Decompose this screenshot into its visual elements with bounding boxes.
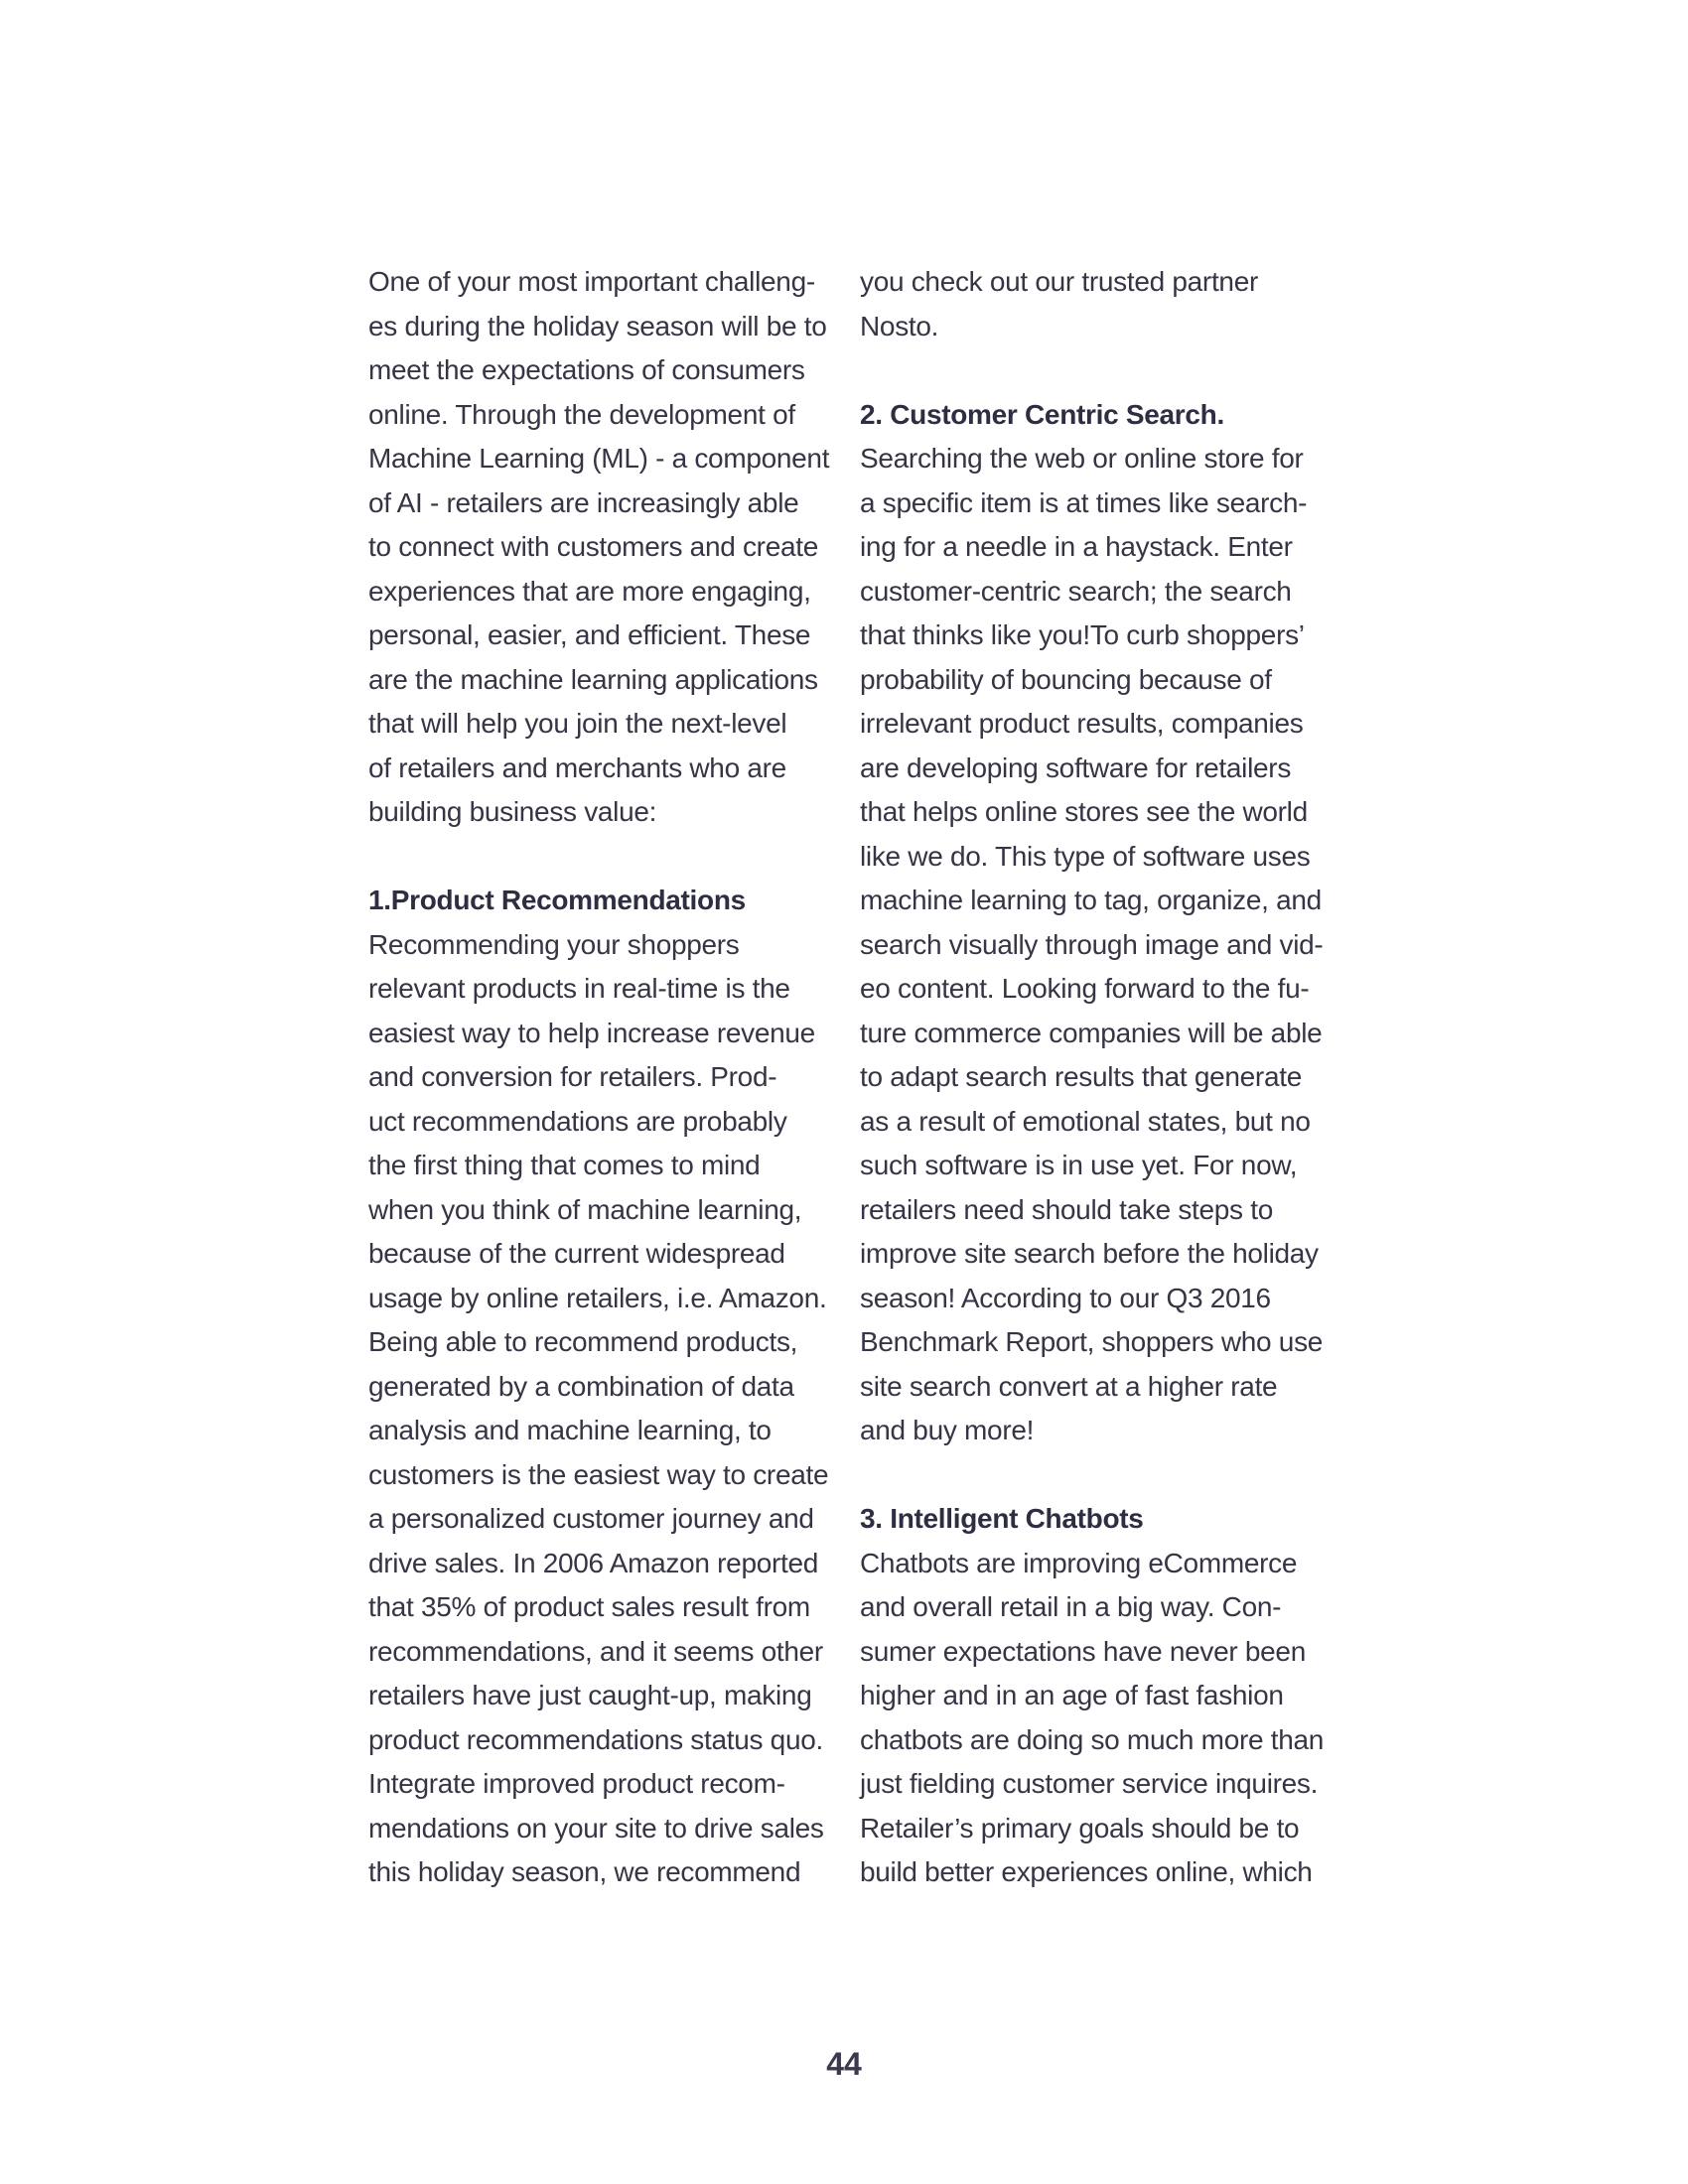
text-line: Benchmark Report, shoppers who use [860,1326,1324,1357]
text-line: product recommendations status quo. [368,1723,823,1755]
text-line: building business value: [368,796,657,827]
text-line: usage by online retailers, i.e. Amazon. [368,1282,827,1313]
text-line: analysis and machine learning, to [368,1415,772,1445]
text-line: that helps online stores see the world [860,796,1308,827]
page-number: 44 [826,2046,862,2082]
product-recommendations-paragraph [368,923,835,1895]
text-line: customer-centric search; the search [860,575,1292,607]
text-line: higher and in an age of fast fashion [860,1680,1284,1710]
text-line: that 35% of product sales result from [368,1591,810,1622]
text-line: like we do. This type of software uses [860,840,1311,872]
text-line: Being able to recommend products, [368,1326,798,1357]
text-line: Retailer’s primary goals should be to [860,1812,1300,1843]
text-line: to connect with customers and create [368,531,818,562]
text-line: improve site search before the holiday [860,1238,1319,1269]
text-line: Nosto. [860,310,939,341]
text-line: just fielding customer service inquires. [860,1768,1319,1799]
text-line: customers is the easiest way to create [368,1458,829,1490]
text-line: experiences that are more engaging, [368,575,811,607]
text-line: Integrate improved product recom- [368,1768,785,1799]
left-column [368,260,835,1895]
section-heading-product-recommendations: 1.Product Recommendations [368,885,746,915]
text-line: of retailers and merchants who are [368,751,786,783]
right-column [860,260,1327,1895]
text-line: and overall retail in a big way. Con- [860,1591,1282,1622]
text-line: One of your most important challeng- [368,266,815,297]
intro-paragraph [368,260,835,835]
section-heading-customer-centric-search: 2. Customer Centric Search. [860,398,1224,430]
text-line: machine learning to tag, organize, and [860,885,1322,915]
text-line: retailers have just caught-up, making [368,1680,812,1710]
text-line: online. Through the development of [368,398,795,430]
text-line: easiest way to help increase revenue [368,1017,815,1048]
text-line: recommendations, and it seems other [368,1635,823,1667]
text-line: chatbots are doing so much more than [860,1723,1325,1755]
text-line: generated by a combination of data [368,1370,794,1402]
text-line: are the machine learning applications [368,663,818,695]
continuation-paragraph [860,260,1327,348]
text-line: relevant products in real-time is the [368,973,790,1004]
text-line: that thinks like you!To curb shoppers’ [860,619,1305,650]
text-line: search visually through image and vid- [860,928,1324,960]
intelligent-chatbots-paragraph [860,1542,1327,1895]
text-line: irrelevant product results, companies [860,708,1304,739]
text-line: eo content. Looking forward to the fu- [860,973,1310,1004]
customer-centric-search-paragraph [860,437,1327,1453]
text-line: ing for a needle in a haystack. Enter [860,531,1293,562]
paragraph-spacer [368,835,835,880]
text-line: es during the holiday season will be to [368,310,827,341]
text-line: and conversion for retailers. Prod- [368,1061,777,1092]
text-line: such software is in use yet. For now, [860,1150,1298,1180]
text-line: you check out our trusted partner [860,266,1258,297]
paragraph-spacer [860,348,1327,393]
text-line: as a result of emotional states, but no [860,1105,1311,1137]
text-line: a specific item is at times like search- [860,486,1308,518]
paragraph-spacer [860,1453,1327,1498]
text-line: drive sales. In 2006 Amazon reported [368,1547,819,1578]
text-line: season! According to our Q3 2016 [860,1282,1271,1313]
text-line: ture commerce companies will be able [860,1017,1323,1048]
text-line: this holiday season, we recommend [368,1856,801,1887]
text-line: are developing software for retailers [860,751,1292,783]
text-line: a personalized customer journey and [368,1503,814,1534]
section-heading-intelligent-chatbots: 3. Intelligent Chatbots [860,1503,1144,1534]
text-line: that will help you join the next-level [368,708,787,739]
text-line: the first thing that comes to mind [368,1150,761,1180]
text-line: personal, easier, and efficient. These [368,619,811,650]
text-line: of AI - retailers are increasingly able [368,486,799,518]
text-line: Searching the web or online store for [860,443,1304,474]
text-line: Chatbots are improving eCommerce [860,1547,1298,1578]
text-line: build better experiences online, which [860,1856,1313,1887]
text-line: to adapt search results that generate [860,1061,1302,1092]
text-line: and buy more! [860,1415,1035,1445]
text-line: site search convert at a higher rate [860,1370,1278,1402]
text-line: because of the current widespread [368,1238,785,1269]
text-line: Recommending your shoppers [368,928,740,960]
text-line: meet the expectations of consumers [368,354,805,385]
text-line: uct recommendations are probably [368,1105,787,1137]
text-line: when you think of machine learning, [368,1193,802,1225]
text-line: probability of bouncing because of [860,663,1272,695]
text-line: Machine Learning (ML) - a component [368,443,830,474]
text-line: sumer expectations have never been [860,1635,1306,1667]
text-line: retailers need should take steps to [860,1193,1273,1225]
text-line: mendations on your site to drive sales [368,1812,824,1843]
